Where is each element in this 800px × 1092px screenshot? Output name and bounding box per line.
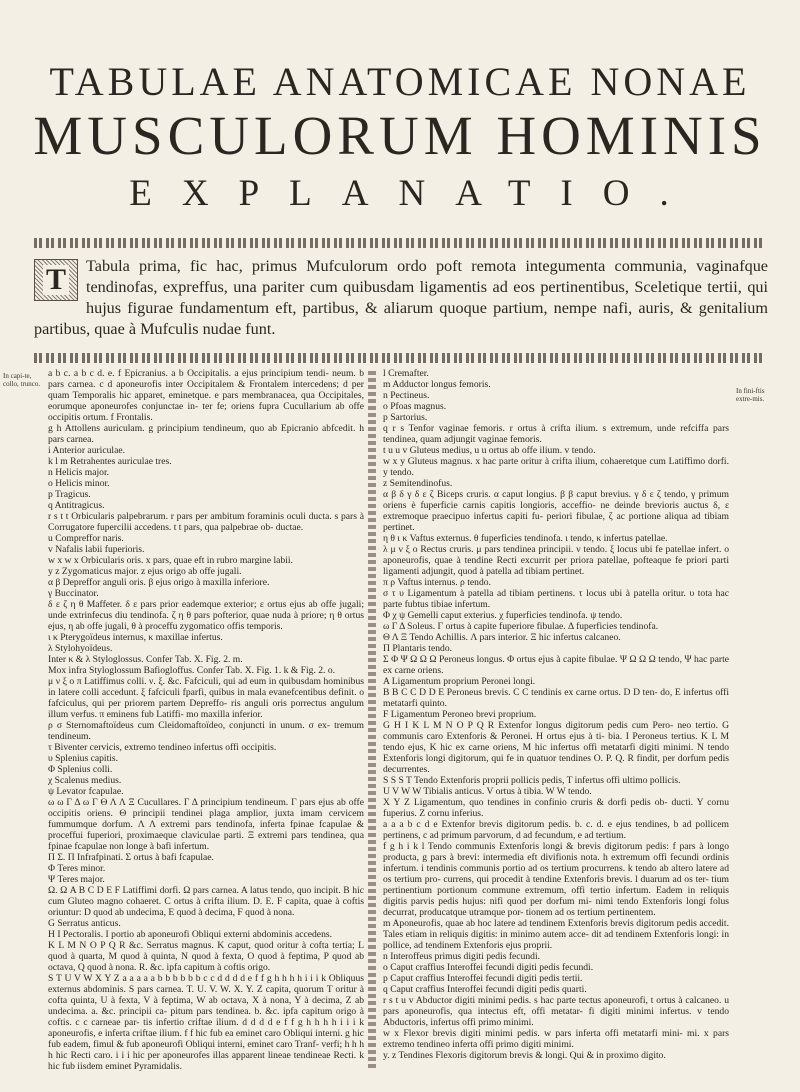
legend-entry: n Pectineus.	[383, 390, 430, 401]
legend-entry: B B C C D D E Peroneus brevis. C C tendinis ex carne ortus. D D ten- do, E infertus offi metatarfi quinto.	[383, 687, 729, 709]
legend-entry: Inter κ & λ Styloglossus. Confer Tab. X. Fig. 2. m.	[48, 654, 243, 665]
legend-entry: v Nafalis labii fuperioris.	[48, 544, 145, 555]
legend-entry: r s t u v Abductor digiti minimi pedis. s hac parte tectus aponeurofi, t ortus à calcaneo. u pars aponeurofis, qua intectus eft, offi metatar- fi digiti minimi infertus. v tendo Abductoris, infertus offi primo minimi.	[383, 995, 729, 1028]
legend-entry: ψ Levator fcapulae.	[48, 786, 124, 797]
title-line-2: MUSCULORUM HOMINIS	[33, 105, 767, 166]
legend-entry: Ψ Teres major.	[48, 874, 105, 885]
legend-entry: H I Pectoralis. I portio ab aponeurofi Obliqui externi abdominis accedens.	[48, 929, 332, 940]
column-divider	[368, 368, 376, 1068]
legend-entry: a b c. a b c d. e. f Epicranius. a b Occipitalis. a ejus principium tendi- neum. b pars carnea. c d aponeurofis inter Occipitalem & Frontalem intercedens; d per quam Temporalis hic apparet, eminetque. e pars membranacea, qua Occipitales, eorumque aponeurofes conjunctae in- ter fe; oriens fupra Cucullarium ab offe occipitis ortum. f Frontalis.	[48, 368, 364, 423]
ornament-band-bottom	[34, 353, 766, 363]
legend-entry: q Caput craffius Interoffei fecundi digiti pedis quarti.	[383, 984, 587, 995]
title-line-1: TABULAE ANATOMICAE NONAE	[49, 59, 751, 104]
legend-entry: σ τ υ Ligamentum à patella ad tibiam pertinens. τ locus ubi à patella oritur. υ tota hac parte fubtus tibiae infertum.	[383, 588, 729, 610]
legend-entry: ω Γ Δ Soleus. Γ ortus à capite fuperiore fibulae. Δ fuperficies tendinofa.	[383, 621, 659, 632]
legend-entry: r s t t Orbicularis palpebrarum. r pars per ambitum foraminis oculi ducta. s pars à Corrugatore fupercilii accedens. t t pars, qua palpebrae ob- ductae.	[48, 511, 364, 533]
title-line-3: EXPLANATIO.	[129, 173, 699, 214]
legend-entry: m Aponeurofis, quae ab hoc latere ad tendinem Extenforis brevis digitorum pedis accedit. Tales etiam in reliquis digitis: in minimo autem acce- dit ad tendinem Extenforis longi: in pollice, ad tendinem Extenforis ejus proprii.	[383, 918, 729, 951]
legend-entry: q Antitragicus.	[48, 500, 105, 511]
margin-note-left: In capi-te, collo, trunco.	[3, 372, 41, 388]
legend-entry: S S S T Tendo Extenforis proprii pollicis pedis, T infertus offi ultimo pollicis.	[383, 775, 681, 786]
legend-entry: o Helicis minor.	[48, 478, 110, 489]
legend-entry: μ ν ξ ο π Latiffimus colli. ν. ξ. &c. Fafciculi, qui ad eum in quibusdam hominibus in latere colli accedunt. ξ fafciculi fparfi, quibus in mala evanefcentibus definit. ο fafciculus, qui per priorem partem Depreffo- ris anguli oris porrectus angulum illum verfus. π eminens fub Latiffi- mo maxilla inferior.	[48, 676, 364, 720]
legend-entry: t u u v Gluteus medius, u u ortus ab offe ilium. v tendo.	[383, 445, 596, 456]
legend-entry: Φ Teres minor.	[48, 863, 106, 874]
legend-entry: δ ε ζ η θ Maffeter. δ ε pars prior eademque exterior; ε ortus ejus ab offe jugali; unde extrinfecus diu tendinofa. ζ η θ pars pofterior, quae nuda à priore; η θ ortus ejus, η ab offe jugali, θ à proceffu zygomatico offis temporis.	[48, 599, 364, 632]
legend-entry: f g h i k l Tendo communis Extenforis longi & brevis digitorum pedis: f pars à longo producta, g pars à brevi: intermedia eft divifionis nota. h extremum offi fecundi ordinis infertum. i tendinis communis portio ad os tertium procurrens. k tendo ab altero latere ad os tertium pro- currens, qui procedit à tendine Extenforis brevis. l duarum ad os ter- tium pertinentium portionum commune extremum, offi tertio infertum. Eadem in reliquis digitis parvis pedis hujus: nifi quod per dorfum mi- nimi tendo Extenforis longi folus decurrat, producatque utramque por- tionem ad os tertium pertinentem.	[383, 841, 729, 918]
legend-entry: ω ω Γ Δ ω Γ Θ Λ Λ Ξ Cucullares. Γ Δ principium tendineum. Γ pars ejus ab offe occipitis oriens. Θ principii tendinei plaga amplior, juxta imam cervicem fummumque dorfum. Λ Λ extremi pars tendinofa, inferta fpinae fcapulae & proceffui fuperiori, proximaeque claviculae parti. Ξ extremi pars tendinea, qua fpinae fcapulae non longe à bafi infertum.	[48, 797, 364, 852]
legend-entry: u Compreffor naris.	[48, 533, 124, 544]
legend-entry: y z Zygomaticus major. z ejus origo ab offe jugali.	[48, 566, 242, 577]
legend-entry: p Tragicus.	[48, 489, 91, 500]
legend-entry: n Helicis major.	[48, 467, 110, 478]
legend-entry: o Pfoas magnus.	[383, 401, 447, 412]
legend-entry: τ Biventer cervicis, extremo tendineo infertus offi occipitis.	[48, 742, 277, 753]
legend-entry: Σ Φ Ψ Ω Ω Ω Peroneus longus. Φ ortus ejus à capite fibulae. Ψ Ω Ω Ω tendo, Ψ hac parte ex carne oriens.	[383, 654, 729, 676]
legend-entry: n Interoffeus primus digiti pedis fecundi.	[383, 951, 541, 962]
legend-entry: p Caput craffius Interoffei fecundi digiti pedis tertii.	[383, 973, 583, 984]
legend-entry: g h Attollens auriculam. g principium tendineum, quo ab Epicranio abfcedit. h pars carnea.	[48, 423, 364, 445]
legend-entry: ρ σ Sternomaftoïdeus cum Cleidomaftoïdeo, conjuncti in unum. σ ex- tremum tendineum.	[48, 720, 364, 742]
legend-entry: y. z Tendines Flexoris digitorum brevis & longi. Qui & in proximo digito.	[383, 1050, 666, 1061]
legend-entry: η θ ι κ Vaftus externus. θ fuperficies tendinofa. ι tendo, κ infertus patellae.	[383, 533, 668, 544]
intro-paragraph	[34, 256, 768, 340]
legend-entry: Mox infra Styloglossum Bafiogloffus. Confer Tab. X. Fig. 1. k & Fig. 2. o.	[48, 665, 336, 676]
legend-entry: i Anterior auriculae.	[48, 445, 125, 456]
legend-entry: G H I K L M N O P Q R Extenfor longus digitorum pedis cum Pero- neo tertio. G communis caro Extenforis & Peronei. H ortus ejus à ti- bia. I Peroneus tertius. K L M tendo ejus, K hic ex carne oriens, M hic infertus offi metatarfi digiti minimi. N tendo Extenforis longi digitorum, qui fe in quatuor tendines O. P. Q. R findit, per dorfum pedis decurrentes.	[383, 720, 729, 775]
legend-entry: o Caput craffius Interoffei fecundi digiti pedis fecundi.	[383, 962, 594, 973]
legend-entry: α β Depreffor anguli oris. β ejus origo à maxilla inferiore.	[48, 577, 270, 588]
legend-entry: Θ Λ Ξ Tendo Achillis. Λ pars interior. Ξ hic infertus calcaneo.	[383, 632, 621, 643]
legend-entry: Π Plantaris tendo.	[383, 643, 453, 654]
left-column	[48, 368, 364, 1072]
legend-entry: z Semitendinofus.	[383, 478, 453, 489]
legend-entry: Φ Splenius colli.	[48, 764, 113, 775]
legend-entry: k l m Retrahentes auriculae tres.	[48, 456, 172, 467]
legend-entry: Ω. Ω A B C D E F Latiffimi dorfi. Ω pars carnea. A latus tendo, quo incipit. B hic cum Gluteo magno cohaeret. C ortus à crifta ilium. D. E. F capita, quae à coftis oriuntur: D quod ab undecima, E quod à decima, F quod à nona.	[48, 885, 364, 918]
legend-entry: χ Scalenus medius.	[48, 775, 122, 786]
legend-entry: S T U V W X Y Z a a a a a b b b b b b c c d d d d e f f g h h h h i i i k Obliquus externus abdominis. S pars carnea. T. U. V. W. X. Y. Z capita, quorum T oritur à cofta quinta, U à fexta, V à feptima, W ab octava, X à nona, Y à decima, Z ab undecima. a. &c. principii ca- pitum pars tendinea. b. &c. ipfa capitum origo à coftis. c c carneae par- tis infertio criftae ilium. d d d d e f f g h h h h i i i k aponeurofis, e inferta criftae ilium. f f hic fub ea eminet caro Obliqui interni. g hic fub eadem, fimul & fub aponeurofi Obliqui interni, eminet caro Tranf- verfi; h h h h hic Recti caro. i i i hic per aponeurofes illas apparent lineae tendineae Recti. k hic fub iisdem eminet Pyramidalis.	[48, 973, 364, 1072]
legend-entry: λ μ ν ξ ο Rectus cruris. μ pars tendinea principii. ν tendo. ξ locus ubi fe patellae infert. ο aponeurofis, quae à tendine Recti excurrit per priora patellae, pofteaque fe priori parti ligamenti adjungit, quod à patella ad tibiam pertinet.	[383, 544, 729, 577]
legend-entry: υ Splenius capitis.	[48, 753, 119, 764]
legend-entry: w x w x Orbicularis oris. x pars, quae eft in rubro margine labii.	[48, 555, 293, 566]
ornament-band-top	[34, 238, 766, 248]
legend-entry: X Y Z Ligamentum, quo tendines in confinio cruris & dorfi pedis ob- ducti. Y cornu fuperius. Z cornu inferius.	[383, 797, 729, 819]
dropcap-ornament	[34, 259, 78, 301]
legend-entry: p Sartorius.	[383, 412, 428, 423]
legend-entry: α β δ γ δ ε ζ Biceps cruris. α caput longius. β β caput brevius. γ δ ε ζ tendo, γ primum oriens è fuperficie carnis capitis longioris, acceffio- ne deinde brevioris auctus δ, ε extremoque praecipuo infertus capiti fu- periori fibulae, ζ ac portione aliqua ad tibiam pertinet.	[383, 489, 729, 533]
legend-entry: λ Stylohyoïdeus.	[48, 643, 113, 654]
legend-entry: Φ χ ψ Gemelli caput exterius. χ fuperficies tendinofa. ψ tendo.	[383, 610, 623, 621]
margin-note-right: In fini-ftis extre-mis.	[736, 387, 765, 403]
legend-entry: γ Buccinator.	[48, 588, 99, 599]
legend-entry: ι κ Pterygoïdeus internus, κ maxillae infertus.	[48, 632, 223, 643]
intro-text: Tabula prima, fic hac, primus Mufculorum ordo poft remota integumenta communia, vaginafque tendinofas, expreffus, una pariter cum quibusdam ligamentis ad eos pertinentibus, Sceletique tertii, qui hujus figurae fundamentum eft, partibus, & aliarum quoque partium, nempe nafi, auris, & genitalium partibus, quae à Mufculis nudae funt.	[34, 257, 768, 338]
legend-entry: w x Flexor brevis digiti minimi pedis. w pars inferta offi metatarfi mini- mi. x pars extremo tendineo inferta offi primo digiti minimi.	[383, 1028, 729, 1050]
dropcap-letter: T	[43, 265, 69, 295]
legend-entry: l Cremafter.	[383, 368, 429, 379]
legend-entry: Π Σ. Π Infrafpinati. Σ ortus à bafi fcapulae.	[48, 852, 214, 863]
legend-entry: K L M N O P Q R &c. Serratus magnus. K caput, quod oritur à cofta tertia; L quod à quarta, M quod à quinta, N quod à fexta, O quod à feptima, P quod ab octava, Q quod à nona. R. &c. ipfa capitum à coftis origo.	[48, 940, 364, 973]
legend-entry: m Adductor longus femoris.	[383, 379, 491, 390]
legend-entry: U V W W Tibialis anticus. V ortus à tibia. W W tendo.	[383, 786, 592, 797]
legend-entry: A Ligamentum proprium Peronei longi.	[383, 676, 536, 687]
legend-entry: G Serratus anticus.	[48, 918, 121, 929]
legend-entry: w x y Gluteus magnus. x hac parte oritur à crifta ilium, cohaeretque cum Latiffimo dorfi. y tendo.	[383, 456, 729, 478]
legend-entry: q r s Tenfor vaginae femoris. r ortus à crifta ilium. s extremum, unde refciffa pars tendinea, quam adjungit vaginae femoris.	[383, 423, 729, 445]
legend-entry: F Ligamentum Peroneo brevi proprium.	[383, 709, 537, 720]
legend-entry: a a a b c d e Extenfor brevis digitorum pedis. b. c. d. e ejus tendines, b ad pollicem pertinens, c ad primum parvorum, d ad fecundum, e ad tertium.	[383, 819, 729, 841]
legend-entry: π ρ Vaftus internus. ρ tendo.	[383, 577, 491, 588]
right-column	[383, 368, 729, 1061]
